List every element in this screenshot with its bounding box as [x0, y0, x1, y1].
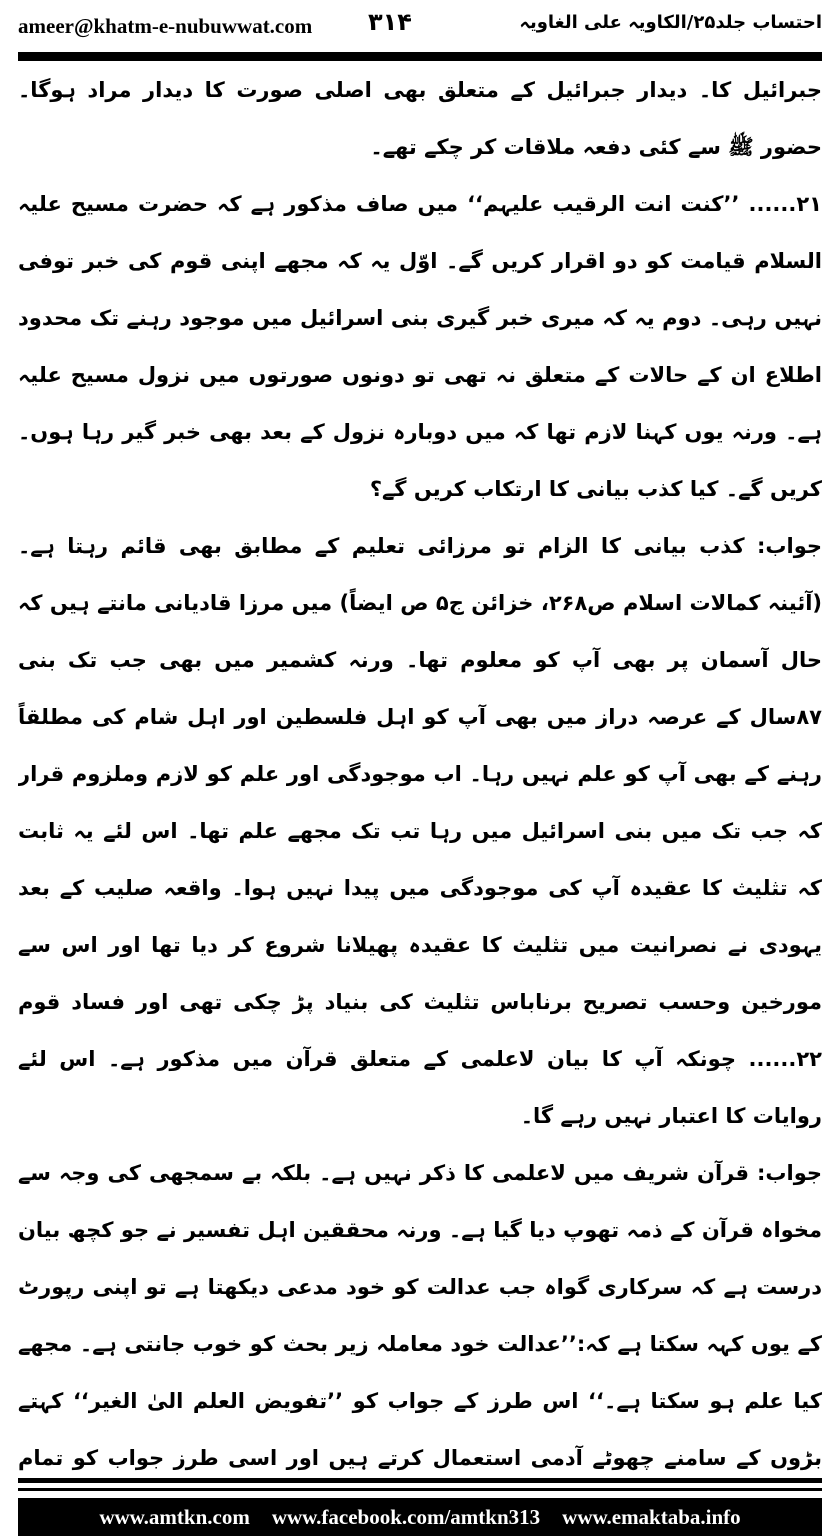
text-line: اطلاع ان کے حالات کے متعلق نہ تھی تو دونوں صورتوں میں نزول مسیح علیہ [18, 363, 822, 387]
text-line: بڑوں کے سامنے چھوٹے آدمی استعمال کرتے ہیں اور اسی طرز جواب کو تمام [18, 1446, 822, 1470]
text-line: حال آسمان پر بھی آپ کو معلوم تھا۔ ورنہ کشمیر میں بھی جب تک بنی [18, 648, 822, 672]
footer-divider [18, 1488, 822, 1491]
text-line: کریں گے۔ کیا کذب بیانی کا ارتکاب کریں گے؟ [369, 477, 822, 501]
text-line: مورخین وحسب تصریح برناباس تثلیث کی بنیاد پڑ چکی تھی اور فساد قوم [18, 990, 822, 1014]
text-line: رہنے کے بھی آپ کو علم نہیں رہا۔ اب موجودگی اور علم کو لازم وملزوم قرار [18, 762, 822, 786]
text-line: السلام قیامت کو دو اقرار کریں گے۔ اوّل یہ کہ مجھے اپنی قوم کی خبر توفی [18, 249, 822, 273]
text-line: حضور ﷺ سے کئی دفعہ ملاقات کر چکے تھے۔ [370, 135, 822, 159]
text-line: مخواہ قرآن کے ذمہ تھوپ دیا گیا ہے۔ ورنہ محققین اہل تفسیر نے جو کچھ بیان [18, 1218, 822, 1242]
text-line: کہ جب تک میں بنی اسرائیل میں رہا تب تک مجھے علم تھا۔ اس لئے یہ ثابت [18, 819, 822, 843]
text-line: کہ تثلیث کا عقیدہ آپ کی موجودگی میں پیدا نہیں ہوا۔ واقعہ صلیب کے بعد [18, 876, 822, 900]
page-footer [18, 1498, 822, 1536]
text-line: درست ہے کہ سرکاری گواہ جب عدالت کو خود مدعی دیکھتا ہے تو اپنی رپورٹ [18, 1275, 822, 1299]
header-divider [18, 52, 822, 61]
footer-link-emaktaba[interactable]: www.emaktaba.info [562, 1504, 741, 1529]
text-line: کے یوں کہہ سکتا ہے کہ:’’عدالت خود معاملہ زیر بحث کو خوب جانتی ہے۔ مجھے [18, 1332, 822, 1356]
page-body [18, 62, 822, 1487]
question-22-line: ۲۲...... چونکہ آپ کا بیان لاعلمی کے متعلق قرآن میں مذکور ہے۔ اس لئے [18, 1047, 822, 1071]
book-title: احتساب جلد۲۵/الکاویہ علی الغاویہ [519, 12, 822, 33]
footer-link-facebook[interactable]: www.facebook.com/amtkn313 [271, 1504, 541, 1529]
text-line: روایات کا اعتبار نہیں رہے گا۔ [520, 1104, 822, 1128]
question-21-line: ۲۱...... ’’کنت انت الرقیب علیہم‘‘ میں صاف مذکور ہے کہ حضرت مسیح علیہ [18, 192, 822, 216]
text-line: نہیں رہی۔ دوم یہ کہ میری خبر گیری بنی اسرائیل میں موجود رہنے تک محدود [18, 306, 822, 330]
answer-line: جواب: کذب بیانی کا الزام تو مرزائی تعلیم کے مطابق بھی قائم رہتا ہے۔ [18, 534, 822, 558]
text-line: (آئینہ کمالات اسلام ص۲۶۸، خزائن ج۵ ص ایضاً) میں مرزا قادیانی مانتے ہیں کہ [18, 591, 822, 615]
footer-link-amtkn[interactable]: www.amtkn.com [99, 1504, 250, 1529]
text-line: یہودی نے نصرانیت میں تثلیث کا عقیدہ پھیلانا شروع کر دیا تھا اور اس سے [18, 933, 822, 957]
page-number: ۳۱۴ [368, 8, 412, 36]
footer-divider [18, 1478, 822, 1483]
answer-line: جواب: قرآن شریف میں لاعلمی کا ذکر نہیں ہے۔ بلکہ بے سمجھی کی وجہ سے [18, 1161, 822, 1185]
text-line: ہے۔ ورنہ یوں کہنا لازم تھا کہ میں دوبارہ نزول کے بعد بھی خبر گیر رہا ہوں۔ [18, 420, 822, 444]
header-email: ameer@khatm-e-nubuwwat.com [18, 14, 313, 38]
page-header [18, 6, 822, 46]
text-line: کیا علم ہو سکتا ہے۔‘‘ اس طرز کے جواب کو ’’تفویض العلم الیٰ الغیر‘‘ کہتے [18, 1389, 822, 1413]
text-line: جبرائیل کا۔ دیدار جبرائیل کے متعلق بھی اصلی صورت کا دیدار مراد ہوگا۔ [18, 78, 822, 102]
text-line: ۸۷سال کے عرصہ دراز میں بھی آپ کو اہل فلسطین اور اہل شام کی مطلقاً [18, 705, 822, 729]
